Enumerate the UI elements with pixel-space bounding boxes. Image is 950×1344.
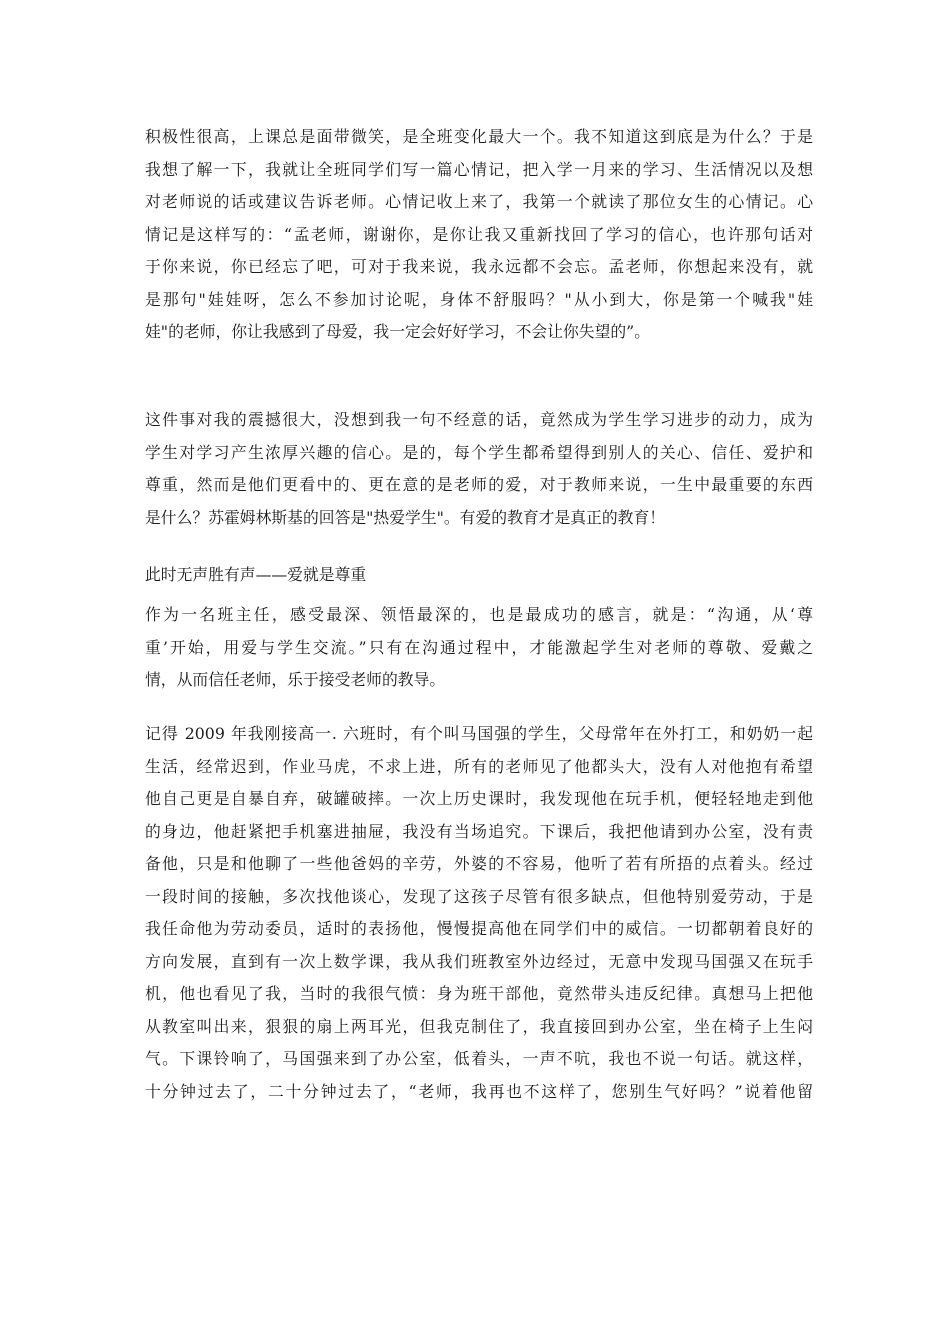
text-line: 我任命他为劳动委员，适时的表扬他，慢慢提高他在同学们中的威信。一切都朝着良好的 bbox=[145, 919, 813, 938]
text-line: 尊重，然而是他们更看中的、更在意的是老师的爱，对于教师来说，一生中最重要的东西 bbox=[145, 475, 813, 494]
text-line: 这件事对我的震撼很大，没想到我一句不经意的话，竟然成为学生学习进步的动力，成为 bbox=[145, 410, 813, 429]
text-line: 积极性很高，上课总是面带微笑，是全班变化最大一个。我不知道这到底是为什么？于是 bbox=[145, 127, 813, 146]
paragraph-1 bbox=[145, 121, 813, 349]
text-line: 十分钟过去了，二十分钟过去了，“老师，我再也不这样了，您别生气好吗？”说着他留 bbox=[145, 1081, 813, 1101]
text-line: 气。下课铃响了，马国强来到了办公室，低着头，一声不吭，我也不说一句话。就这样， bbox=[145, 1049, 813, 1068]
text-line: 机，他也看见了我，当时的我很气愤：身为班干部他，竟然带头违反纪律。真想马上把他 bbox=[145, 984, 813, 1003]
text-line: 我想了解一下，我就让全班同学们写一篇心情记，把入学一月来的学习、生活情况以及想 bbox=[145, 159, 813, 179]
text-line: 作为一名班主任，感受最深、领悟最深的，也是最成功的感言，就是：“沟通，从‘尊 bbox=[145, 605, 813, 624]
text-line: 方向发展，直到有一次上数学课，我从我们班教室外边经过，无意中发现马国强又在玩手 bbox=[145, 951, 813, 971]
text-line: 一段时间的接触，多次找他谈心，发现了这孩子尽管有很多缺点，但他特别爱劳动，于是 bbox=[145, 886, 813, 906]
text-line: 学生对学习产生浓厚兴趣的信心。是的，每个学生都希望得到别人的关心、信任、爱护和 bbox=[145, 442, 813, 462]
text-line: 的身边，他赶紧把手机塞进抽屉，我没有当场追究。下课后，我把他请到办公室，没有责 bbox=[145, 821, 813, 841]
text-line: 生活，经常迟到，作业马虎，不求上进，所有的老师见了他都头大，没有人对他抱有希望 bbox=[145, 756, 813, 776]
text-line: 情，从而信任老师，乐于接受老师的教导。 bbox=[145, 670, 446, 689]
paragraph-2 bbox=[145, 404, 813, 534]
text-line: 情记是这样写的：“孟老师，谢谢你，是你让我又重新找回了学习的信心，也许那句话对 bbox=[145, 224, 813, 244]
text-line: 记得 2009 年我刚接高一. 六班时，有个叫马国强的学生，父母常年在外打工，和奶奶一起 bbox=[145, 724, 813, 743]
text-line: 于你来说，你已经忘了吧，可对于我来说，我永远都不会忘。孟老师，你想起来没有，就 bbox=[145, 257, 813, 276]
text-line: 从教室叫出来，狠狠的扇上两耳光，但我克制住了，我直接回到办公室，坐在椅子上生闷 bbox=[145, 1016, 813, 1036]
text-line: 是什么？苏霍姆林斯基的回答是"热爱学生"。有爱的教育才是真正的教育！ bbox=[145, 507, 666, 527]
text-line: 娃"的老师，你让我感到了母爱，我一定会好好学习，不会让你失望的”。 bbox=[145, 322, 651, 341]
paragraph-3 bbox=[145, 599, 813, 697]
text-line: 是那句"娃娃呀，怎么不参加讨论呢，身体不舒服吗？"从小到大，你是第一个喊我"娃 bbox=[145, 289, 813, 309]
text-line: 他自己更是自暴自弃，破罐破摔。一次上历史课时，我发现他在玩手机，便轻轻地走到他 bbox=[145, 789, 813, 808]
paragraph-4 bbox=[145, 718, 813, 1108]
text-line: 对老师说的话或建议告诉老师。心情记收上来了，我第一个就读了那位女生的心情记。心 bbox=[145, 192, 813, 211]
text-line: 重’开始，用爱与学生交流。”只有在沟通过程中，才能激起学生对老师的尊敬、爱戴之 bbox=[145, 637, 813, 657]
section-heading: 此时无声胜有声——爱就是尊重 bbox=[145, 565, 367, 584]
text-line: 备他，只是和他聊了一些他爸妈的辛劳，外婆的不容易，他听了若有所捂的点着头。经过 bbox=[145, 854, 813, 873]
